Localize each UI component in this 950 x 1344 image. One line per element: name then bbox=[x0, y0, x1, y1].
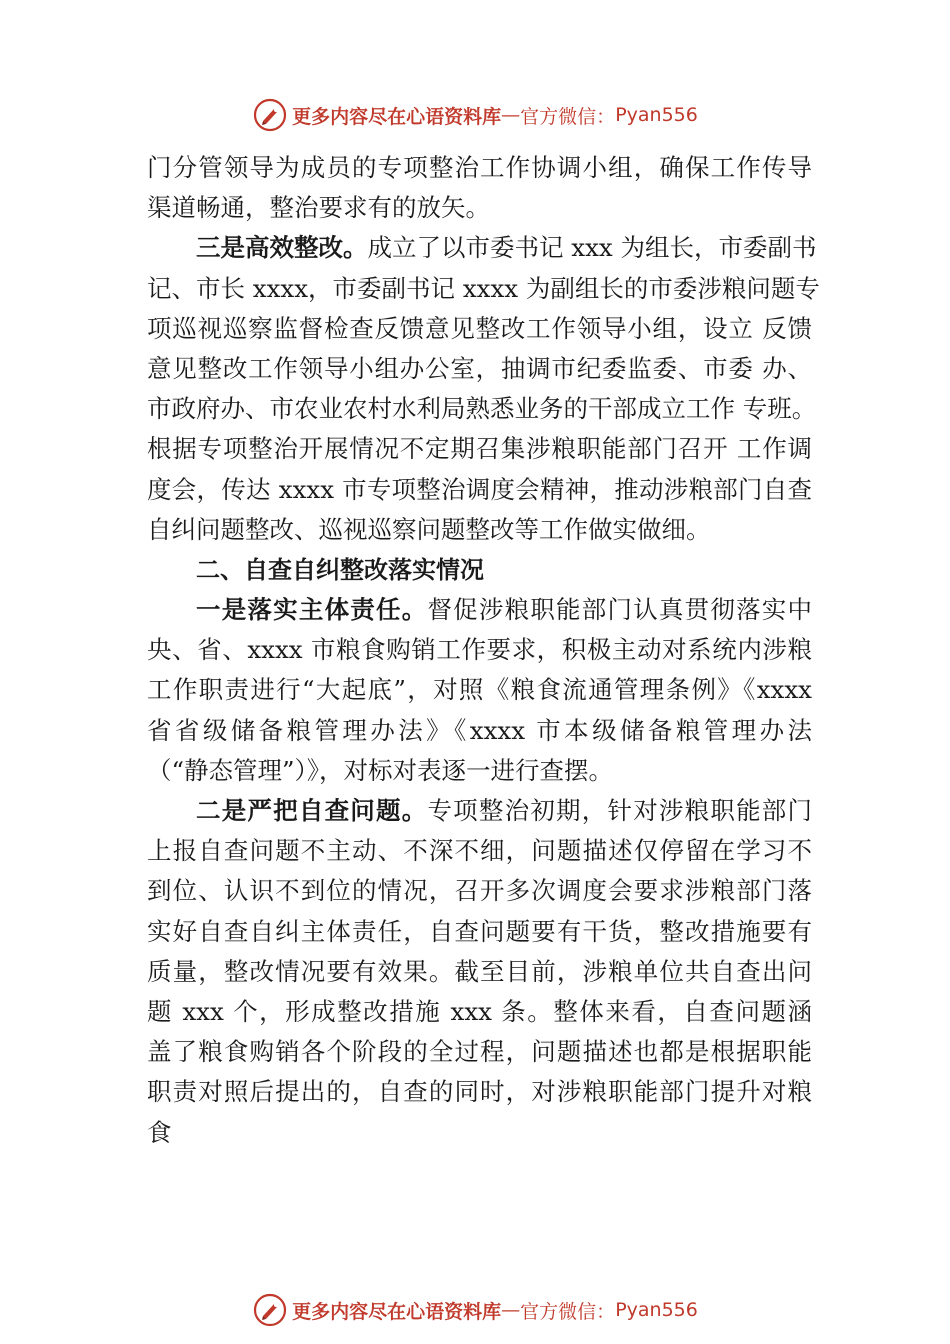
banner-wechat-label: 官方微信： bbox=[520, 1300, 616, 1323]
banner-wechat-id: Pyan556 bbox=[615, 1299, 698, 1321]
header-banner bbox=[0, 95, 950, 135]
text-line: 工作职责进行“大起底”，对照《粮食流通管理条例》《xxxx bbox=[147, 675, 812, 705]
text-line: 省省级储备粮管理办法》《xxxx 市本级储备粮管理办法 bbox=[147, 715, 812, 745]
paragraph-first-line bbox=[147, 228, 817, 268]
text-line: 自纠问题整改、巡视巡察问题整改等工作做实做细。 bbox=[147, 514, 711, 544]
text-line: 度会，传达 xxxx 市专项整治调度会精神，推动涉粮部门自查 bbox=[147, 474, 812, 504]
pen-logo-icon bbox=[252, 1292, 288, 1328]
text-line: 题 xxx 个，形成整改措施 xxx 条。整体来看，自查问题涵 bbox=[147, 996, 812, 1026]
text-line: 到位、认识不到位的情况，召开多次调度会要求涉粮部门落 bbox=[147, 876, 812, 906]
section-heading: 二、自查自纠整改落实情况 bbox=[196, 555, 484, 584]
text-line: 项巡视巡察监督检查反馈意见整改工作领导小组，设立 反馈 bbox=[147, 313, 812, 343]
text-line: 渠道畅通，整治要求有的放矢。 bbox=[147, 193, 490, 223]
text-line: 盖了粮食购销各个阶段的全过程，问题描述也都是根据职能 bbox=[147, 1037, 812, 1067]
text-line: 根据专项整治开展情况不定期召集涉粮职能部门召开 工作调 bbox=[147, 434, 812, 464]
footer-banner bbox=[0, 1290, 950, 1330]
text-line: 上报自查问题不主动、不深不细，问题描述仅停留在学习不 bbox=[147, 836, 812, 866]
banner-dash: — bbox=[501, 1299, 521, 1321]
banner-title: 更多内容尽在心语资料库 bbox=[292, 105, 502, 128]
text-line: 市政府办、市农业农村水利局熟悉业务的干部成立工作 专班。 bbox=[147, 394, 817, 424]
text-span: 督促涉粮职能部门认真贯彻落实中 bbox=[427, 595, 813, 625]
text-line: 记、市长 xxxx，市委副书记 xxxx 为副组长的市委涉粮问题专 bbox=[147, 273, 820, 303]
text-line: 央、省、xxxx 市粮食购销工作要求，积极主动对系统内涉粮 bbox=[147, 635, 812, 665]
text-line: 食 bbox=[147, 1117, 172, 1147]
banner-dash: — bbox=[501, 104, 521, 126]
document-body bbox=[147, 148, 820, 1153]
text-span: 成立了以市委书记 xxx 为组长，市委副书 bbox=[367, 233, 817, 263]
banner-title: 更多内容尽在心语资料库 bbox=[292, 1300, 502, 1323]
text-line: 质量，整改情况要有效果。截至目前，涉粮单位共自查出问 bbox=[147, 956, 812, 986]
pen-logo-icon bbox=[252, 97, 288, 133]
banner-wechat-id: Pyan556 bbox=[615, 104, 698, 126]
text-line: 职责对照后提出的，自查的同时，对涉粮职能部门提升对粮 bbox=[147, 1077, 812, 1107]
paragraph-lead: 一是落实主体责任。 bbox=[196, 595, 428, 625]
text-line: 门分管领导为成员的专项整治工作协调小组，确保工作传导 bbox=[147, 153, 812, 182]
paragraph-first-line bbox=[147, 791, 812, 831]
paragraph-lead: 三是高效整改。 bbox=[196, 233, 368, 263]
text-span: 专项整治初期，针对涉粮职能部门 bbox=[427, 796, 813, 825]
paragraph-first-line bbox=[147, 590, 812, 630]
text-line: （“静态管理”）》，对标对表逐一进行查摆。 bbox=[147, 755, 614, 785]
banner-wechat-label: 官方微信： bbox=[520, 105, 616, 128]
paragraph-lead: 二是严把自查问题。 bbox=[196, 796, 428, 825]
text-line: 实好自查自纠主体责任，自查问题要有干货，整改措施要有 bbox=[147, 916, 812, 946]
text-line: 意见整改工作领导小组办公室，抽调市纪委监委、市委 办、 bbox=[147, 353, 812, 383]
